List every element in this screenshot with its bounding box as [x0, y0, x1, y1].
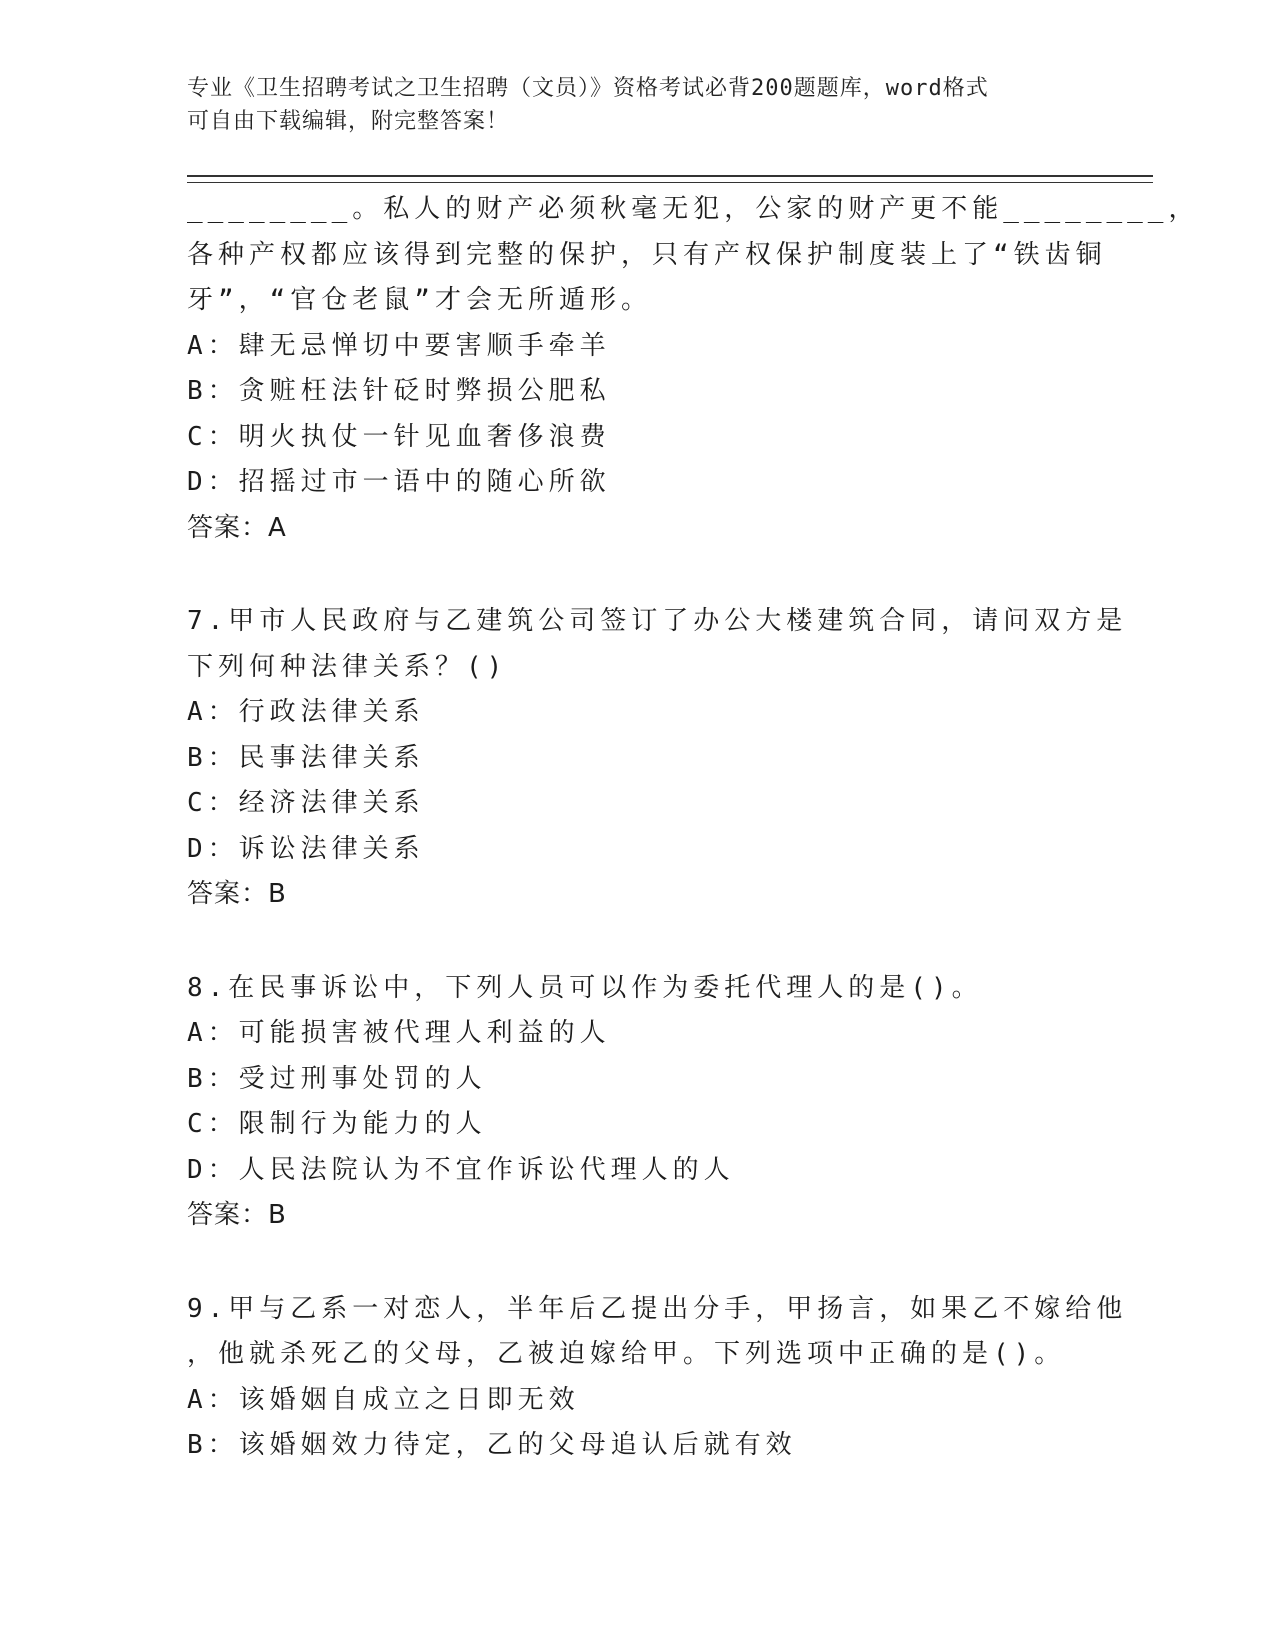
question-6-option-a: A：肆无忌惮切中要害顺手牵羊 — [187, 330, 611, 361]
question-8-option-d: D：人民法院认为不宜作诉讼代理人的人 — [187, 1154, 735, 1185]
header-divider — [187, 175, 1153, 183]
question-spacer — [187, 551, 1087, 599]
question-7-stem-line-2: 下列何种法律关系？() — [187, 651, 508, 682]
question-9 — [187, 1287, 1128, 1469]
question-8-option-a: A：可能损害被代理人利益的人 — [187, 1018, 611, 1048]
question-8-option-c: C：限制行为能力的人 — [187, 1109, 487, 1139]
question-7-stem-line-1: 7.甲市人民政府与乙建筑公司签订了办公大楼建筑合同，请问双方是 — [187, 606, 1128, 636]
question-9-option-b: B：该婚姻效力待定，乙的父母追认后就有效 — [187, 1430, 797, 1460]
question-7-option-c: C：经济法律关系 — [187, 788, 425, 818]
question-9-stem-line-2: ，他就杀死乙的父母，乙被迫嫁给甲。下列选项中正确的是()。 — [187, 1339, 1066, 1369]
question-6-option-b: B：贪赃枉法针砭时弊损公肥私 — [187, 376, 611, 406]
header-title-line-2: 可自由下载编辑，附完整答案！ — [187, 109, 510, 134]
question-6 — [187, 187, 1200, 551]
question-7-option-d: D：诉讼法律关系 — [187, 833, 425, 864]
question-list — [187, 187, 1200, 1469]
question-8-option-b: B：受过刑事处罚的人 — [187, 1063, 487, 1094]
question-spacer — [187, 1239, 1087, 1287]
header-title-line-1: 专业《卫生招聘考试之卫生招聘（文员）》资格考试必背200题题库，word格式 — [187, 76, 989, 101]
document-header — [187, 72, 1087, 138]
question-7 — [187, 599, 1128, 918]
question-6-option-c: C：明火执仗一针见血奢侈浪费 — [187, 421, 611, 452]
question-8-answer: 答案：B — [187, 1200, 287, 1230]
question-spacer — [187, 918, 1087, 966]
question-9-stem-line-1: 9.甲与乙系一对恋人，半年后乙提出分手，甲扬言，如果乙不嫁给他 — [187, 1293, 1128, 1324]
question-6-stem-line-2: 各种产权都应该得到完整的保护，只有产权保护制度装上了“铁齿铜 — [187, 239, 1107, 270]
question-8 — [187, 966, 1087, 1239]
question-6-stem-line-1: ________。私人的财产必须秋毫无犯，公家的财产更不能________， — [187, 194, 1200, 224]
question-6-option-d: D：招摇过市一语中的随心所欲 — [187, 467, 611, 497]
question-6-stem-line-3: 牙”，“官仓老鼠”才会无所遁形。 — [187, 285, 652, 315]
question-6-answer: 答案：A — [187, 512, 287, 543]
question-7-option-b: B：民事法律关系 — [187, 742, 425, 773]
question-7-answer: 答案：B — [187, 879, 287, 909]
question-8-stem-line-1: 8.在民事诉讼中，下列人员可以作为委托代理人的是()。 — [187, 972, 983, 1003]
question-9-option-a: A：该婚姻自成立之日即无效 — [187, 1384, 580, 1415]
question-7-option-a: A：行政法律关系 — [187, 697, 425, 727]
